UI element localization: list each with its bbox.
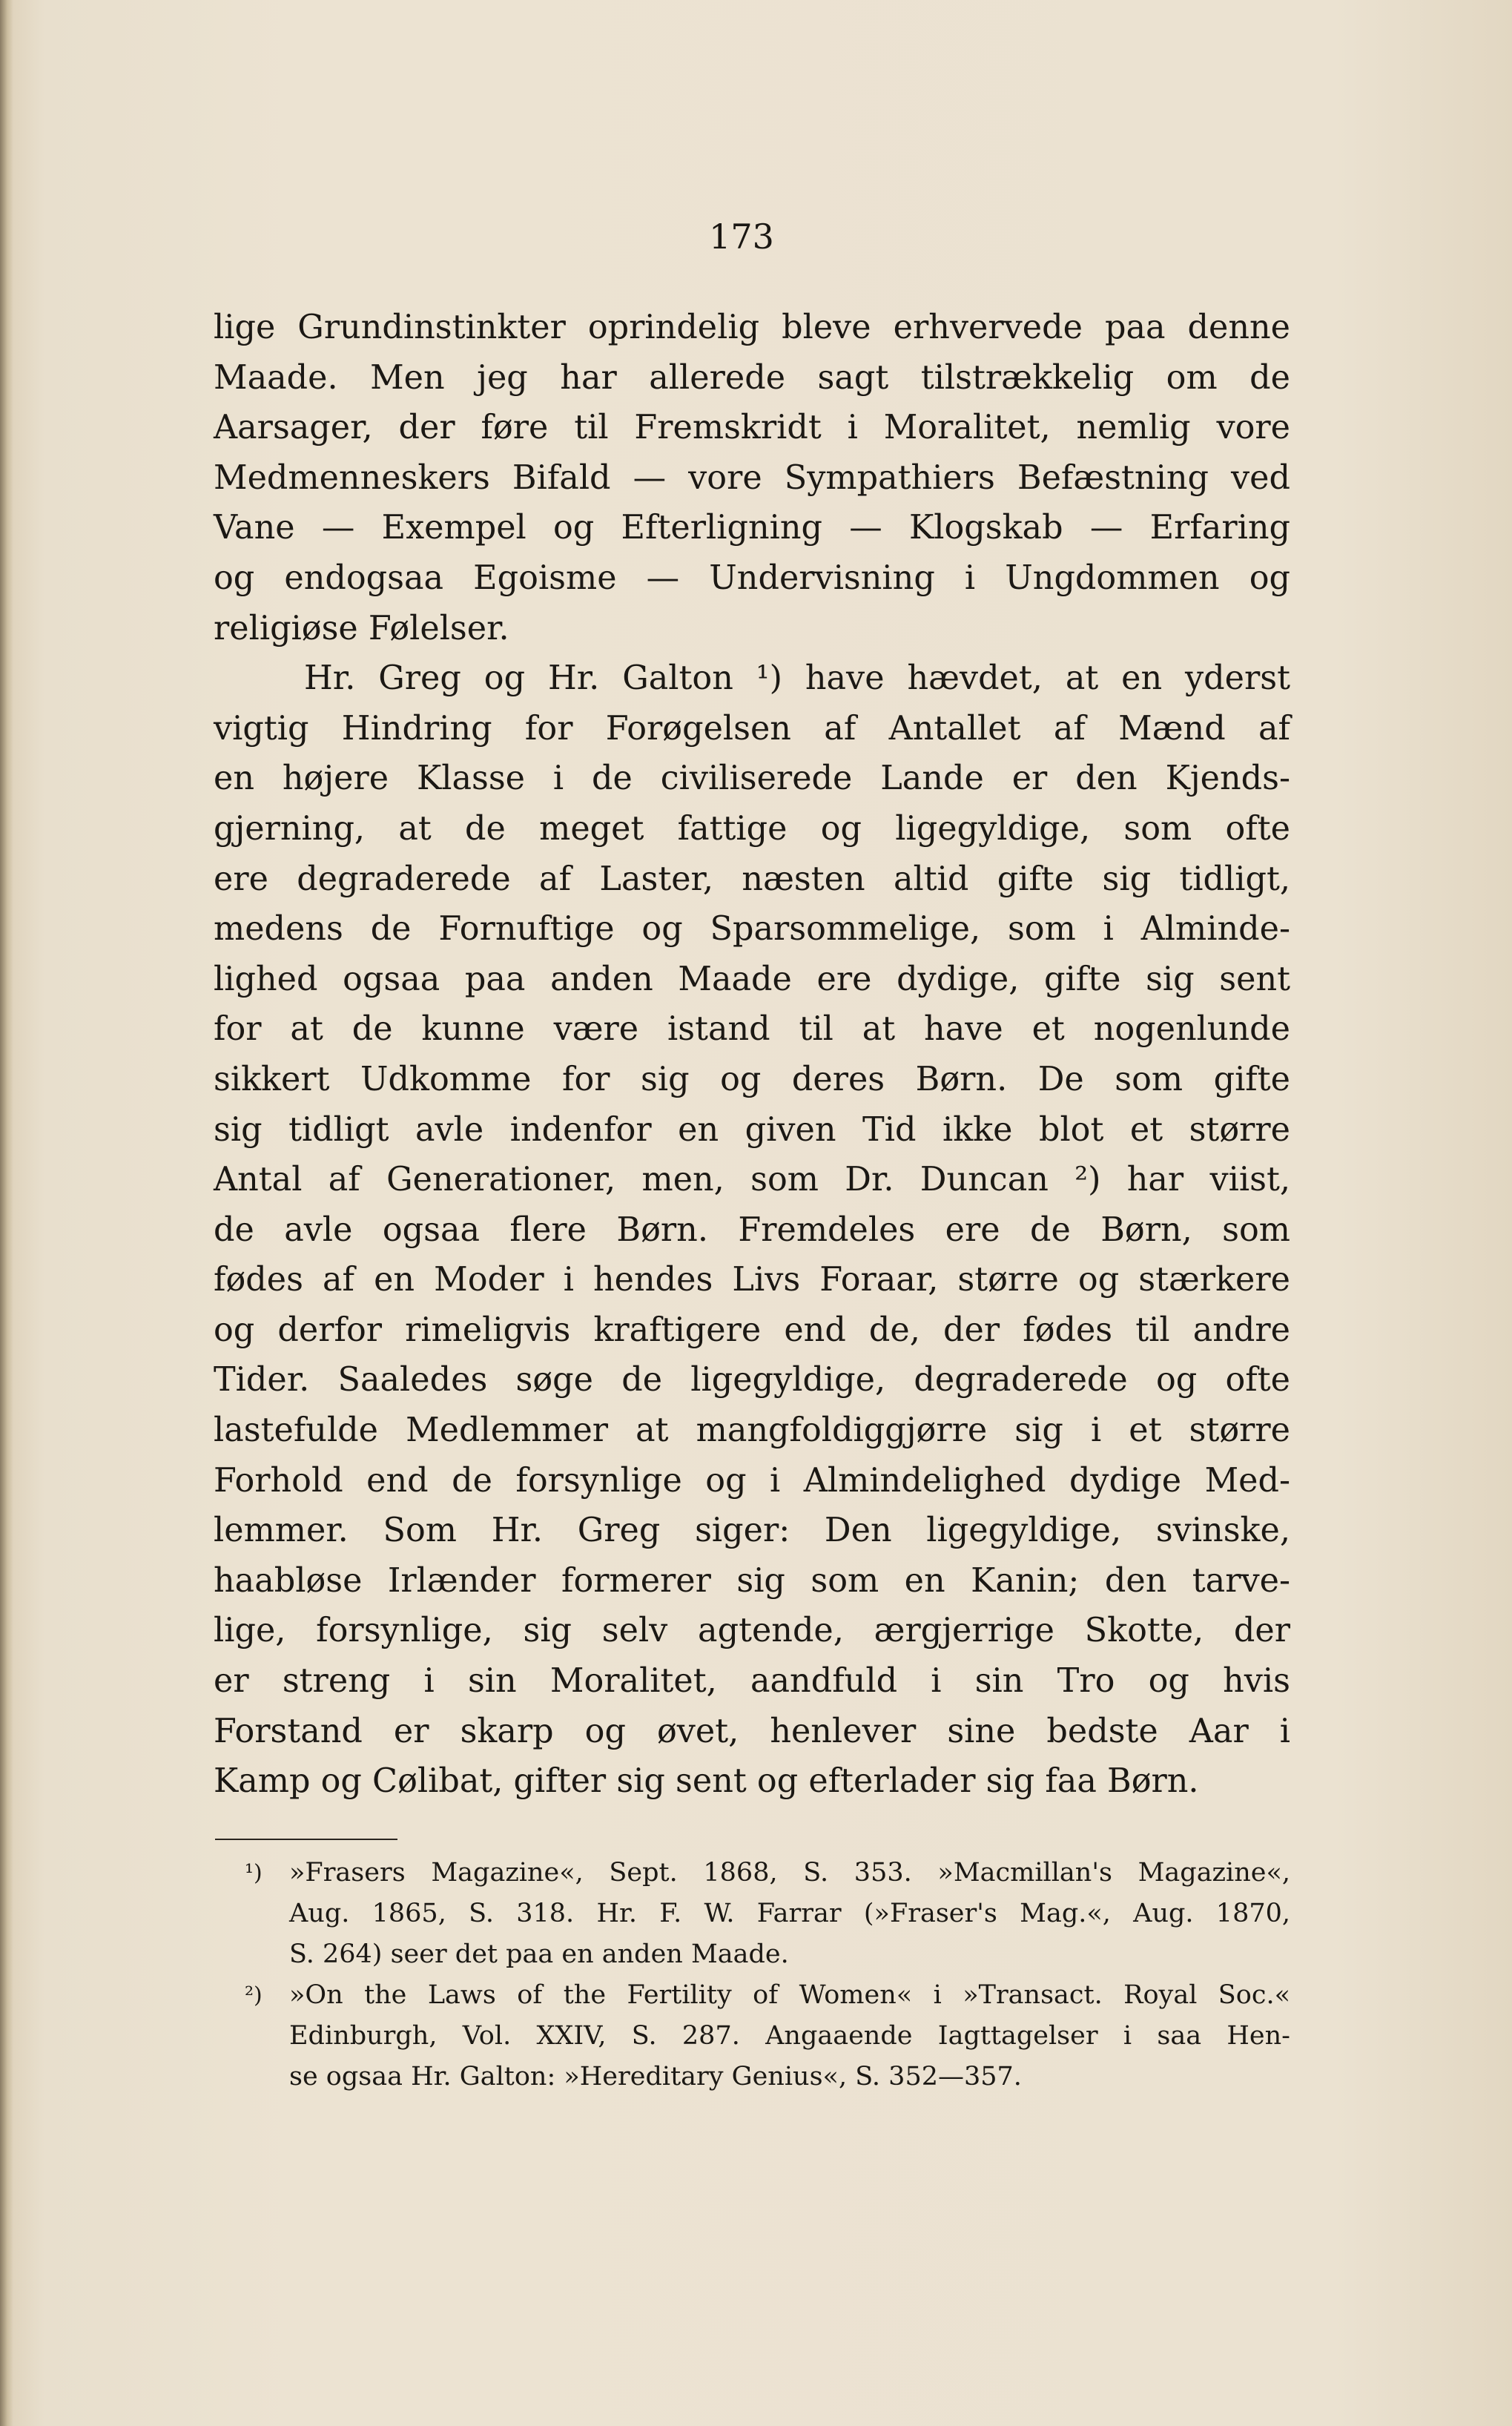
text-line: en højere Klasse i de civiliserede Lande er den Kjends- — [214, 759, 1290, 798]
text-line: fødes af en Moder i hendes Livs Foraar, større og stærkere — [214, 1261, 1290, 1299]
footnote-line: »Frasers Magazine«, Sept. 1868, S. 353. »Macmillan's Magazine«, — [289, 1858, 1290, 1888]
text-line: er streng i sin Moralitet, aandfuld i sin Tro og hvis — [214, 1662, 1290, 1701]
text-line: Forstand er skarp og øvet, henlever sine bedste Aar i — [214, 1712, 1290, 1750]
text-line: vigtig Hindring for Forøgelsen af Antallet af Mænd af — [214, 709, 1290, 748]
footnote-line: S. 264) seer det paa en anden Maade. — [289, 1939, 789, 1969]
text-line: Kamp og Cølibat, gifter sig sent og efterlader sig faa Børn. — [214, 1762, 1199, 1801]
footnote-divider — [215, 1839, 397, 1840]
text-line: lige, forsynlige, sig selv agtende, ærgjerrige Skotte, der — [214, 1612, 1290, 1650]
text-line: lige Grundinstinkter oprindelig bleve erhvervede paa denne — [214, 309, 1290, 346]
text-line: sig tidligt avle indenfor en given Tid ikke blot et større — [214, 1110, 1290, 1149]
text-line: Antal af Generationer, men, som Dr. Duncan ²) har viist, — [214, 1161, 1290, 1199]
footnote-line: Edinburgh, Vol. XXIV, S. 287. Angaaende Iagttagelser i saa Hen- — [289, 2021, 1290, 2051]
text-line: Forhold end de forsynlige og i Almindelighed dydige Med- — [214, 1461, 1290, 1500]
text-line: gjerning, at de meget fattige og ligegyldige, som ofte — [214, 809, 1290, 848]
text-line: Maade. Men jeg har allerede sagt tilstrækkelig om de — [214, 358, 1290, 397]
footnote-line: se ogsaa Hr. Galton: »Hereditary Genius«, S. 352—357. — [289, 2062, 1022, 2092]
text-line: Tider. Saaledes søge de ligegyldige, degraderede og ofte — [214, 1361, 1290, 1400]
text-line: haabløse Irlænder formerer sig som en Kanin; den tarve- — [214, 1561, 1290, 1600]
text-line: lighed ogsaa paa anden Maade ere dydige, gifte sig sent — [214, 960, 1290, 998]
text-line: sikkert Udkomme for sig og deres Børn. De som gifte — [214, 1060, 1290, 1098]
text-line: og derfor rimeligvis kraftigere end de, der fødes til andre — [214, 1311, 1290, 1349]
footnote-marker: ²) — [245, 1982, 263, 2008]
footnote-1 — [236, 1853, 1290, 1975]
spine-shadow — [0, 0, 13, 2426]
text-line: de avle ogsaa flere Børn. Fremdeles ere de Børn, som — [214, 1210, 1290, 1249]
text-line: for at de kunne være istand til at have et nogenlunde — [214, 1010, 1290, 1049]
page-number: 173 — [709, 217, 774, 257]
text-line: religiøse Følelser. — [214, 609, 509, 647]
text-line: Aarsager, der føre til Fremskridt i Moralitet, nemlig vore — [214, 409, 1290, 447]
footnotes — [236, 1853, 1290, 2097]
text-line: Vane — Exempel og Efterligning — Klogskab — Erfaring — [214, 509, 1290, 547]
text-line: lastefulde Medlemmer at mangfoldiggjørre sig i et større — [214, 1411, 1290, 1450]
text-line: ere degraderede af Laster, næsten altid gifte sig tidligt, — [214, 860, 1290, 898]
footnote-line: Aug. 1865, S. 318. Hr. F. W. Farrar (»Fraser's Mag.«, Aug. 1870, — [289, 1899, 1290, 1928]
text-line: medens de Fornuftige og Sparsommelige, som i Alminde- — [214, 910, 1290, 949]
body-text — [214, 303, 1290, 1807]
text-line: lemmer. Som Hr. Greg siger: Den ligegyldige, svinske, — [214, 1512, 1290, 1550]
text-line: Medmenneskers Bifald — vore Sympathiers Befæstning ved — [214, 458, 1290, 497]
text-line: og endogsaa Egoisme — Undervisning i Ungdommen og — [214, 558, 1290, 597]
footnote-line: »On the Laws of the Fertility of Women« i »Transact. Royal Soc.« — [289, 1980, 1290, 2010]
footnote-2 — [236, 1975, 1290, 2097]
text-line: Hr. Greg og Hr. Galton ¹) have hævdet, at en yderst — [304, 659, 1290, 698]
footnote-marker: ¹) — [245, 1860, 263, 1886]
